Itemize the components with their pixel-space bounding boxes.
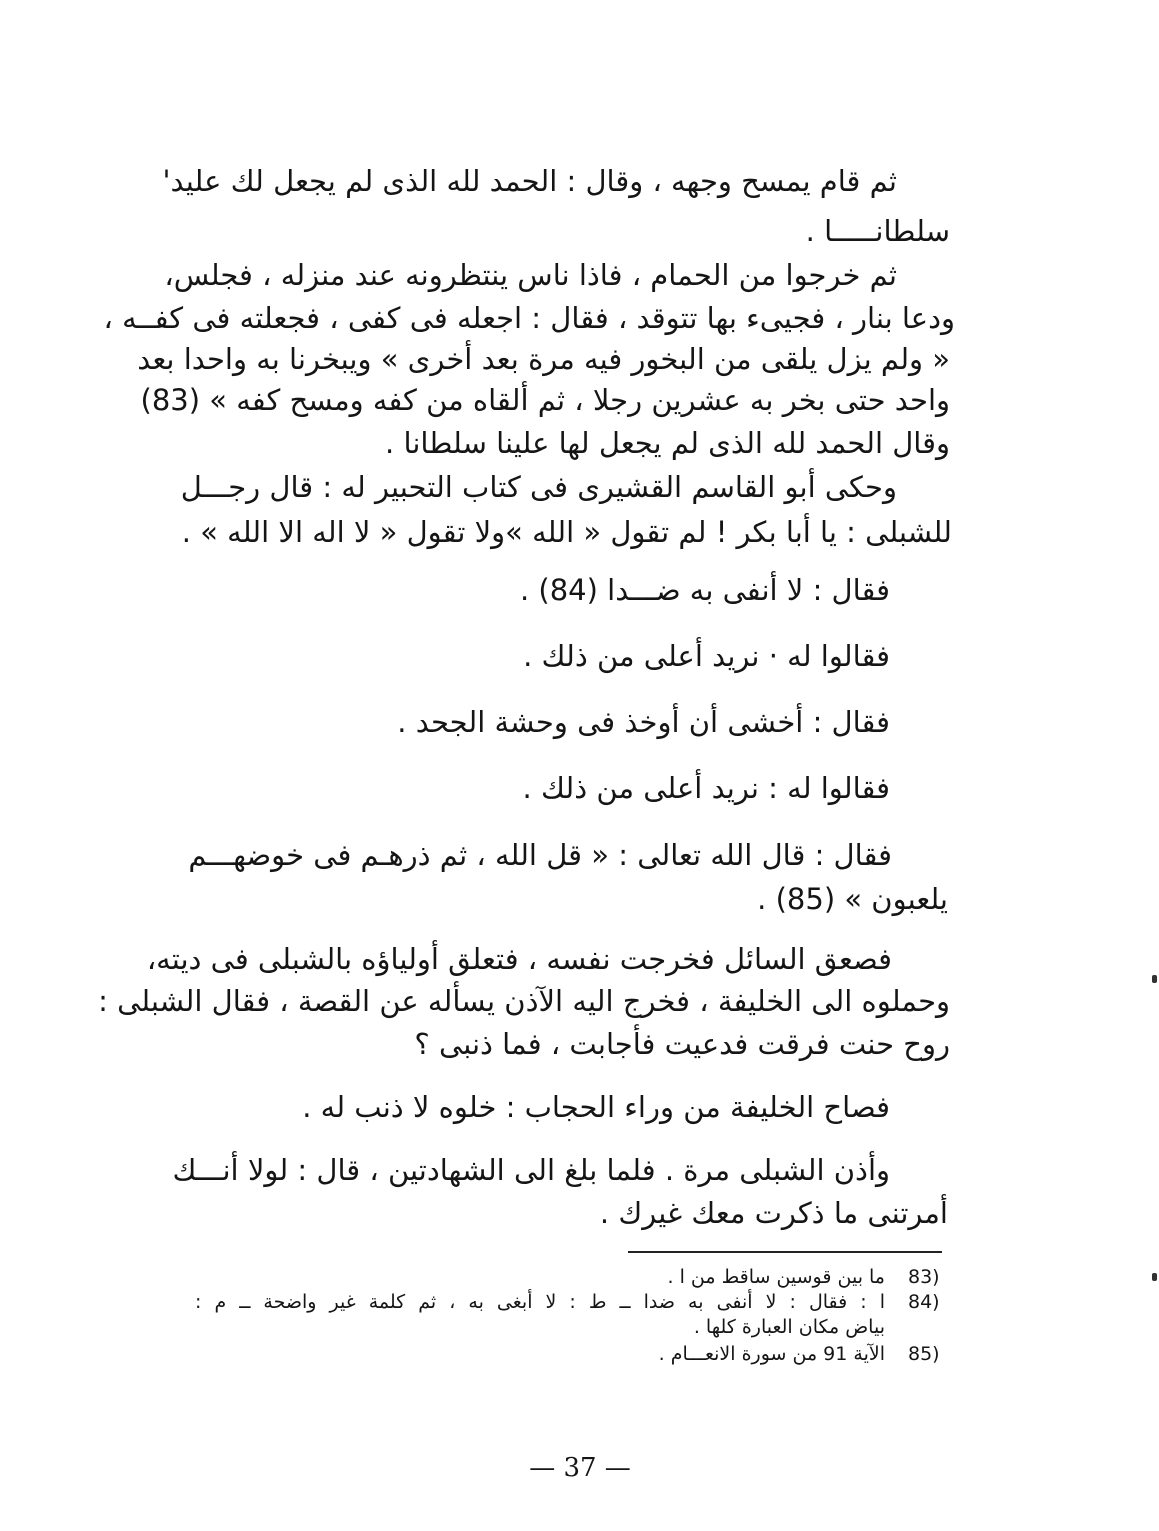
footnote-83-number: 83) (908, 1266, 940, 1288)
body-line-21: أمرتنى ما ذكرت معك غيرك . (599, 1196, 948, 1230)
body-line-11: فقالوا له · نريد أعلى من ذلك . (523, 639, 890, 673)
scan-mark (1152, 1273, 1157, 1281)
body-line-4: ودعا بنار ، فجيىء بها تتوقد ، فقال : اجعله فى كفى ، فجعلته فى كفــه ، (103, 301, 955, 335)
body-line-17: وحملوه الى الخليفة ، فخرج اليه الآذن يسأله عن القصة ، فقال الشبلى : (98, 984, 950, 1018)
body-line-15: يلعبون » (85) . (757, 882, 948, 916)
footnote-85-text: الآية 91 من سورة الانعـــام . (658, 1343, 885, 1365)
footnote-84-continuation: بياض مكان العبارة كلها . (693, 1316, 885, 1338)
body-line-6: واحد حتى بخر به عشرين رجلا ، ثم ألقاه من كفه ومسح كفه » (83) (140, 383, 950, 417)
body-line-12: فقال : أخشى أن أوخذ فى وحشة الجحد . (397, 705, 890, 739)
footnote-84-text: ا : فقال : لا أنفى به ضدا ــ ط : لا أبغى به ، ثم كلمة غير واضحة ــ م : (195, 1291, 885, 1313)
body-line-3: ثم خرجوا من الحمام ، فاذا ناس ينتظرونه عند منزله ، فجلس، (164, 258, 897, 292)
body-line-18: روح حنت فرقت فدعيت فأجابت ، فما ذنبى ؟ (414, 1027, 950, 1061)
body-line-13: فقالوا له : نريد أعلى من ذلك . (522, 771, 890, 805)
body-line-20: وأذن الشبلى مرة . فلما بلغ الى الشهادتين ، قال : لولا أنـــك (172, 1153, 890, 1187)
page-number: — 37 — (529, 1453, 631, 1483)
body-line-9: للشبلى : يا أبا بكر ! لم تقول « الله »ولا تقول « لا اله الا الله » . (181, 515, 952, 549)
body-line-16: فصعق السائل فخرجت نفسه ، فتعلق أولياؤه بالشبلى فى ديته، (146, 942, 892, 976)
footnote-84-number: 84) (908, 1291, 940, 1313)
body-line-1: ثم قام يمسح وجهه ، وقال : الحمد لله الذى لم يجعل لك عليد' (162, 164, 897, 198)
body-line-19: فصاح الخليفة من وراء الحجاب : خلوه لا ذنب له . (302, 1090, 890, 1124)
body-line-2: سلطانـــــا . (805, 214, 950, 248)
footnote-85-number: 85) (908, 1343, 940, 1365)
body-line-5: « ولم يزل يلقى من البخور فيه مرة بعد أخرى » ويبخرنا به واحدا بعد (137, 342, 950, 376)
footnote-83-text: ما بين قوسين ساقط من ا . (667, 1266, 885, 1288)
body-line-10: فقال : لا أنفى به ضـــدا (84) . (519, 573, 890, 607)
body-line-14: فقال : قال الله تعالى : « قل الله ، ثم ذرهـم فى خوضهـــم (188, 838, 892, 872)
body-line-8: وحكى أبو القاسم القشيرى فى كتاب التحبير له : قال رجـــل (180, 470, 897, 504)
body-line-7: وقال الحمد لله الذى لم يجعل لها علينا سلطانا . (385, 426, 950, 460)
scan-mark (1152, 975, 1157, 983)
footnote-separator (628, 1251, 942, 1253)
